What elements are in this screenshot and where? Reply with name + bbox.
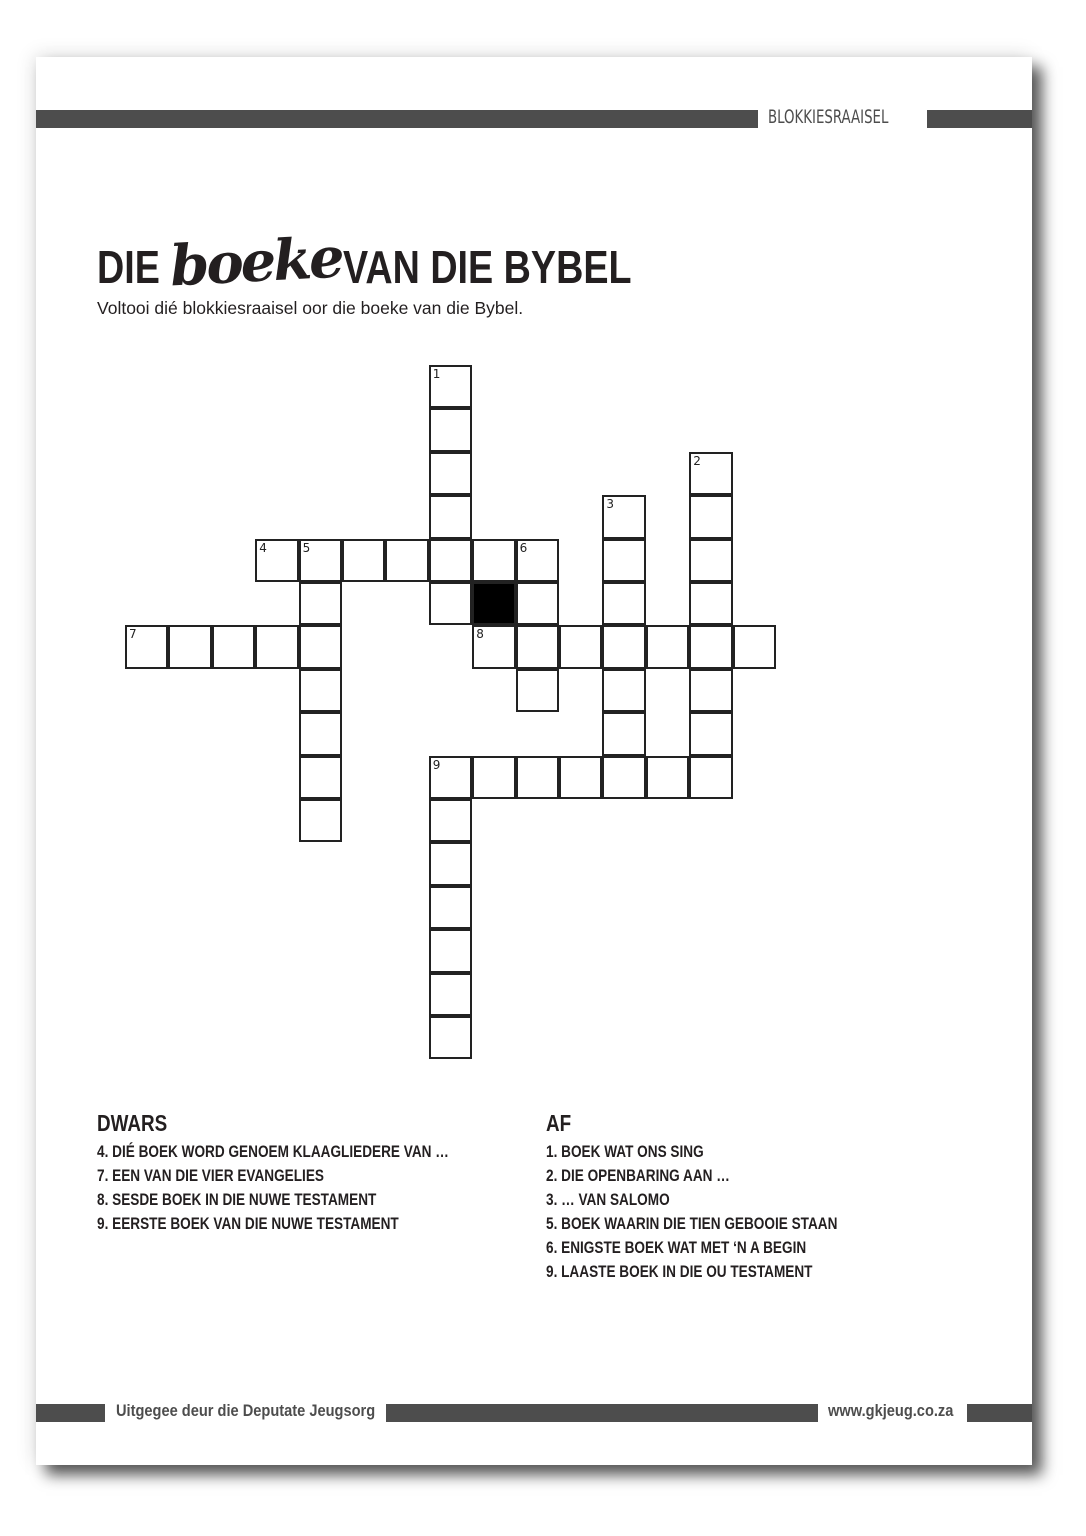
clue-down-2: 2. DIE OPENBARING AAN … xyxy=(546,1166,730,1185)
clues-down-heading: AF xyxy=(546,1110,572,1136)
crossword-cell[interactable] xyxy=(429,582,472,625)
clue-across-4: 4. DIÉ BOEK WORD GENOEM KLAAGLIEDERE VAN … xyxy=(97,1142,449,1161)
crossword-cell[interactable] xyxy=(429,886,472,929)
worksheet-page xyxy=(36,57,1032,1465)
crossword-cell[interactable] xyxy=(385,539,428,582)
crossword-cell[interactable] xyxy=(429,842,472,885)
crossword-cell[interactable] xyxy=(472,539,515,582)
crossword-cell[interactable] xyxy=(602,712,645,755)
header-bar-left xyxy=(36,110,758,128)
crossword-cell[interactable] xyxy=(212,625,255,668)
clue-number: 7 xyxy=(129,627,137,642)
crossword-cell[interactable] xyxy=(299,625,342,668)
title-part-2: VAN DIE BYBEL xyxy=(343,241,632,293)
footer-bar-left xyxy=(36,1404,105,1422)
footer-bar-middle xyxy=(386,1404,818,1422)
crossword-cell[interactable] xyxy=(689,712,732,755)
section-label: BLOKKIESRAAISEL xyxy=(768,106,889,128)
crossword-cell[interactable] xyxy=(429,408,472,451)
website-link[interactable]: www.gkjeug.co.za xyxy=(828,1401,954,1420)
crossword-cell[interactable] xyxy=(168,625,211,668)
clue-across-8: 8. SESDE BOEK IN DIE NUWE TESTAMENT xyxy=(97,1190,377,1209)
crossword-cell[interactable] xyxy=(602,669,645,712)
clue-number: 5 xyxy=(302,540,311,555)
crossword-cell[interactable] xyxy=(689,495,732,538)
clues-down xyxy=(546,1110,910,1284)
crossword-cell[interactable] xyxy=(472,756,515,799)
crossword-cell[interactable] xyxy=(299,756,342,799)
crossword-cell[interactable] xyxy=(689,756,732,799)
crossword-cell[interactable] xyxy=(429,495,472,538)
clue-across-7: 7. EEN VAN DIE VIER EVANGELIES xyxy=(97,1166,324,1185)
clue-down-9: 9. LAASTE BOEK IN DIE OU TESTAMENT xyxy=(546,1262,813,1281)
crossword-cell[interactable] xyxy=(689,669,732,712)
title-part-1: DIE xyxy=(97,241,160,293)
crossword-cell[interactable] xyxy=(472,625,515,668)
crossword-cell[interactable] xyxy=(429,973,472,1016)
crossword-cell[interactable] xyxy=(602,756,645,799)
crossword-cell[interactable] xyxy=(689,625,732,668)
clue-down-3: 3. … VAN SALOMO xyxy=(546,1190,670,1209)
crossword-cell[interactable] xyxy=(255,625,298,668)
crossword-cell[interactable] xyxy=(689,582,732,625)
clue-number: 3 xyxy=(606,497,615,512)
crossword-cell[interactable] xyxy=(559,756,602,799)
crossword-cell[interactable] xyxy=(429,756,472,799)
clue-number: 4 xyxy=(259,540,267,555)
crossword-black-cell xyxy=(472,582,515,625)
crossword-cell[interactable] xyxy=(299,582,342,625)
crossword-cell[interactable] xyxy=(429,799,472,842)
title-script-word: boeke xyxy=(168,224,343,300)
clue-down-5: 5. BOEK WAARIN DIE TIEN GEBOOIE STAAN xyxy=(546,1214,838,1233)
instructions: Voltooi dié blokkiesraaisel oor die boeke van die Bybel. xyxy=(97,298,524,318)
crossword-cell[interactable] xyxy=(559,625,602,668)
crossword-cell[interactable] xyxy=(255,539,298,582)
crossword-cell[interactable] xyxy=(516,756,559,799)
footer-bar-right xyxy=(967,1404,1032,1422)
crossword-cell[interactable] xyxy=(516,625,559,668)
crossword-cell[interactable] xyxy=(516,582,559,625)
crossword-cell[interactable] xyxy=(429,539,472,582)
crossword-cell[interactable] xyxy=(516,669,559,712)
clue-number: 9 xyxy=(432,757,441,772)
crossword-cell[interactable] xyxy=(689,539,732,582)
crossword-cell[interactable] xyxy=(646,756,689,799)
crossword-cell[interactable] xyxy=(602,495,645,538)
clue-number: 8 xyxy=(476,627,484,642)
clue-down-1: 1. BOEK WAT ONS SING xyxy=(546,1142,704,1161)
crossword-cell[interactable] xyxy=(299,799,342,842)
clue-across-9: 9. EERSTE BOEK VAN DIE NUWE TESTAMENT xyxy=(97,1214,399,1233)
clues-across-heading: DWARS xyxy=(97,1110,168,1136)
crossword-cell[interactable] xyxy=(299,712,342,755)
crossword-cell[interactable] xyxy=(602,582,645,625)
crossword-cell[interactable] xyxy=(342,539,385,582)
crossword-cell[interactable] xyxy=(429,365,472,408)
crossword-cell[interactable] xyxy=(299,669,342,712)
crossword-cell[interactable] xyxy=(125,625,168,668)
crossword-cell[interactable] xyxy=(429,452,472,495)
clue-number: 2 xyxy=(693,453,701,468)
crossword-cell[interactable] xyxy=(602,539,645,582)
crossword-cell[interactable] xyxy=(299,539,342,582)
clue-down-6: 6. ENIGSTE BOEK WAT MET ‘N A BEGIN xyxy=(546,1238,807,1257)
crossword-cell[interactable] xyxy=(602,625,645,668)
crossword-cell[interactable] xyxy=(429,929,472,972)
crossword-cell[interactable] xyxy=(646,625,689,668)
clues-across xyxy=(97,1110,537,1236)
clue-number: 6 xyxy=(519,540,528,555)
clue-number: 1 xyxy=(432,367,441,381)
crossword-cell[interactable] xyxy=(733,625,776,668)
page-title xyxy=(97,220,695,300)
header-bar-right xyxy=(927,110,1032,128)
crossword-cell[interactable] xyxy=(689,452,732,495)
crossword-cell[interactable] xyxy=(516,539,559,582)
publisher-credit: Uitgegee deur die Deputate Jeugsorg xyxy=(116,1401,376,1420)
crossword-cell[interactable] xyxy=(429,1016,472,1059)
